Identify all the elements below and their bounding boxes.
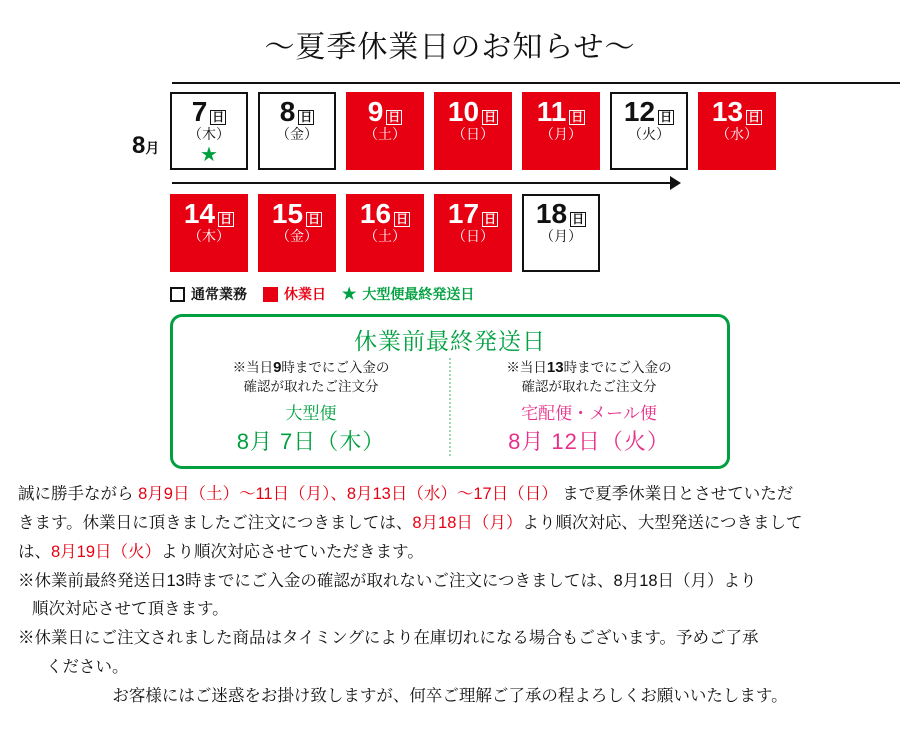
p2-a: きます。休業日に頂きましたご注文につきましては、 bbox=[18, 514, 413, 533]
day-number: 14 bbox=[183, 198, 216, 229]
body-paragraph-4 bbox=[18, 568, 882, 595]
calendar-day[interactable] bbox=[610, 92, 688, 170]
calendar-row-2 bbox=[170, 194, 900, 272]
calendar-day[interactable] bbox=[522, 92, 600, 170]
p3-a: は、 bbox=[18, 542, 51, 561]
p6-text: ※休業日にご注文されました商品はタイミングにより在庫切れになる場合もございます。予めご了承 bbox=[18, 629, 759, 648]
day-unit: 日 bbox=[484, 110, 497, 124]
day-unit: 日 bbox=[660, 110, 673, 124]
calendar-day[interactable] bbox=[434, 92, 512, 170]
p4-text: ※休業前最終発送日13時までにご入金の確認が取れないご注文につきましては、8月18日（月）より bbox=[18, 571, 757, 590]
day-number-line bbox=[712, 97, 762, 126]
day-unit: 日 bbox=[212, 110, 225, 124]
month-number: 8 bbox=[132, 132, 146, 159]
day-number: 12 bbox=[623, 96, 656, 127]
day-unit: 日 bbox=[220, 212, 233, 226]
day-number: 9 bbox=[367, 96, 384, 127]
arrow-line-1 bbox=[172, 82, 900, 84]
infobox-column-parcel bbox=[451, 358, 727, 456]
day-number-line bbox=[624, 97, 674, 126]
p2-highlight: 8月18日（月） bbox=[412, 514, 523, 533]
day-weekday: （土） bbox=[364, 126, 406, 143]
day-weekday: （水） bbox=[716, 126, 758, 143]
day-number: 11 bbox=[536, 96, 567, 127]
calendar-day[interactable] bbox=[522, 194, 600, 272]
closing-text: お客様にはご迷惑をお掛け致しますが、何卒ご理解ご了承の程よろしくお願いいたします。 bbox=[112, 686, 788, 705]
day-weekday: （金） bbox=[276, 126, 318, 143]
day-weekday: （金） bbox=[276, 228, 318, 245]
day-number-line bbox=[360, 199, 410, 228]
calendar-day[interactable] bbox=[346, 92, 424, 170]
day-weekday: （木） bbox=[188, 126, 230, 143]
body-paragraph-5 bbox=[18, 596, 882, 623]
arrow-row-1 bbox=[130, 74, 900, 92]
arrow-line-2 bbox=[172, 182, 672, 184]
p3-highlight: 8月19日（火） bbox=[51, 542, 162, 561]
body-paragraph-3 bbox=[18, 539, 882, 566]
calendar-day[interactable] bbox=[258, 194, 336, 272]
day-unit: 日 bbox=[572, 212, 585, 226]
day-number: 7 bbox=[191, 96, 208, 127]
p1-b: まで夏季休業日とさせていただ bbox=[557, 485, 794, 504]
last-shipping-infobox bbox=[170, 314, 730, 469]
p7-text: ください。 bbox=[46, 657, 129, 676]
day-unit: 日 bbox=[571, 110, 584, 124]
p2-b: より順次対応、大型発送につきまして bbox=[522, 514, 803, 533]
infobox-title: 休業前最終発送日 bbox=[354, 328, 546, 354]
p5-text: 順次対応させて頂きます。 bbox=[32, 600, 229, 619]
infobox-date-left: 8月 7日（木） bbox=[236, 429, 386, 455]
infobox-date-right: 8月 12日（火） bbox=[508, 429, 670, 455]
body-paragraph-1 bbox=[18, 481, 882, 508]
day-number-line bbox=[280, 97, 315, 126]
day-unit: 日 bbox=[396, 212, 409, 226]
day-unit: 日 bbox=[308, 212, 321, 226]
legend-normal-label: 通常業務 bbox=[191, 286, 247, 302]
day-weekday: （日） bbox=[452, 126, 494, 143]
day-number: 8 bbox=[279, 96, 296, 127]
calendar-day[interactable] bbox=[170, 92, 248, 170]
day-number: 16 bbox=[359, 198, 392, 229]
day-number-line bbox=[192, 97, 227, 126]
day-weekday: （土） bbox=[364, 228, 406, 245]
day-weekday: （日） bbox=[452, 228, 494, 245]
calendar-day[interactable] bbox=[434, 194, 512, 272]
day-number-line bbox=[448, 199, 498, 228]
day-number-line bbox=[368, 97, 403, 126]
day-weekday: （火） bbox=[628, 126, 670, 143]
page-title: 〜夏季休業日のお知らせ〜 bbox=[264, 31, 636, 64]
day-number-line bbox=[272, 199, 322, 228]
body-text bbox=[18, 481, 882, 709]
day-number: 18 bbox=[535, 198, 568, 229]
body-paragraph-2 bbox=[18, 510, 882, 537]
note-suffix: 時までにご入金の bbox=[563, 360, 672, 375]
day-number: 15 bbox=[271, 198, 304, 229]
infobox-column-large bbox=[173, 358, 451, 456]
calendar-row-1 bbox=[170, 92, 900, 170]
infobox-kind-right: 宅配便・メール便 bbox=[521, 404, 657, 424]
arrow-row-2 bbox=[130, 174, 900, 192]
star-icon: ★ bbox=[342, 286, 357, 303]
day-number: 17 bbox=[447, 198, 480, 229]
note-prefix: ※当日 bbox=[506, 360, 547, 375]
calendar-day[interactable] bbox=[170, 194, 248, 272]
day-number-line bbox=[448, 97, 498, 126]
infobox-note-left bbox=[179, 358, 443, 396]
p1-highlight: 8月9日（土）〜11日（月）、8月13日（水）〜17日（日） bbox=[138, 485, 558, 504]
day-weekday: （月） bbox=[540, 228, 582, 245]
month-label bbox=[132, 132, 159, 160]
note-line2: 確認が取れたご注文分 bbox=[243, 379, 379, 395]
p3-b: より順次対応させていただきます。 bbox=[161, 542, 424, 561]
legend bbox=[170, 284, 900, 304]
calendar-day[interactable] bbox=[346, 194, 424, 272]
infobox-note-right bbox=[457, 358, 721, 396]
p1-a: 誠に勝手ながら bbox=[18, 485, 139, 504]
month-suffix: 月 bbox=[145, 140, 160, 156]
note-time: 13 bbox=[546, 359, 564, 376]
star-icon: ★ bbox=[200, 143, 218, 166]
legend-holiday-swatch bbox=[263, 287, 278, 302]
day-number-line bbox=[536, 199, 586, 228]
day-number-line bbox=[184, 199, 234, 228]
infobox-columns bbox=[173, 358, 727, 456]
day-unit: 日 bbox=[388, 110, 401, 124]
day-unit: 日 bbox=[300, 110, 313, 124]
body-paragraph-7 bbox=[18, 654, 882, 681]
arrow-head-2 bbox=[670, 176, 681, 190]
calendar-day[interactable] bbox=[698, 92, 776, 170]
day-number: 13 bbox=[711, 96, 744, 127]
day-unit: 日 bbox=[484, 212, 497, 226]
note-suffix: 時までにご入金の bbox=[281, 360, 390, 375]
body-paragraph-6 bbox=[18, 625, 882, 652]
note-line2: 確認が取れたご注文分 bbox=[521, 379, 657, 395]
legend-normal-swatch bbox=[170, 287, 185, 302]
legend-last-shipping-label: 大型便最終発送日 bbox=[362, 286, 475, 302]
calendar-day[interactable] bbox=[258, 92, 336, 170]
legend-holiday-label: 休業日 bbox=[284, 286, 326, 302]
day-weekday: （月） bbox=[540, 126, 582, 143]
day-weekday: （木） bbox=[188, 228, 230, 245]
infobox-kind-left: 大型便 bbox=[285, 404, 337, 424]
note-prefix: ※当日 bbox=[232, 360, 274, 375]
note-time: 9 bbox=[273, 359, 282, 376]
day-number: 10 bbox=[447, 96, 480, 127]
calendar bbox=[0, 74, 900, 272]
day-number-line bbox=[537, 97, 586, 126]
day-unit: 日 bbox=[748, 110, 761, 124]
